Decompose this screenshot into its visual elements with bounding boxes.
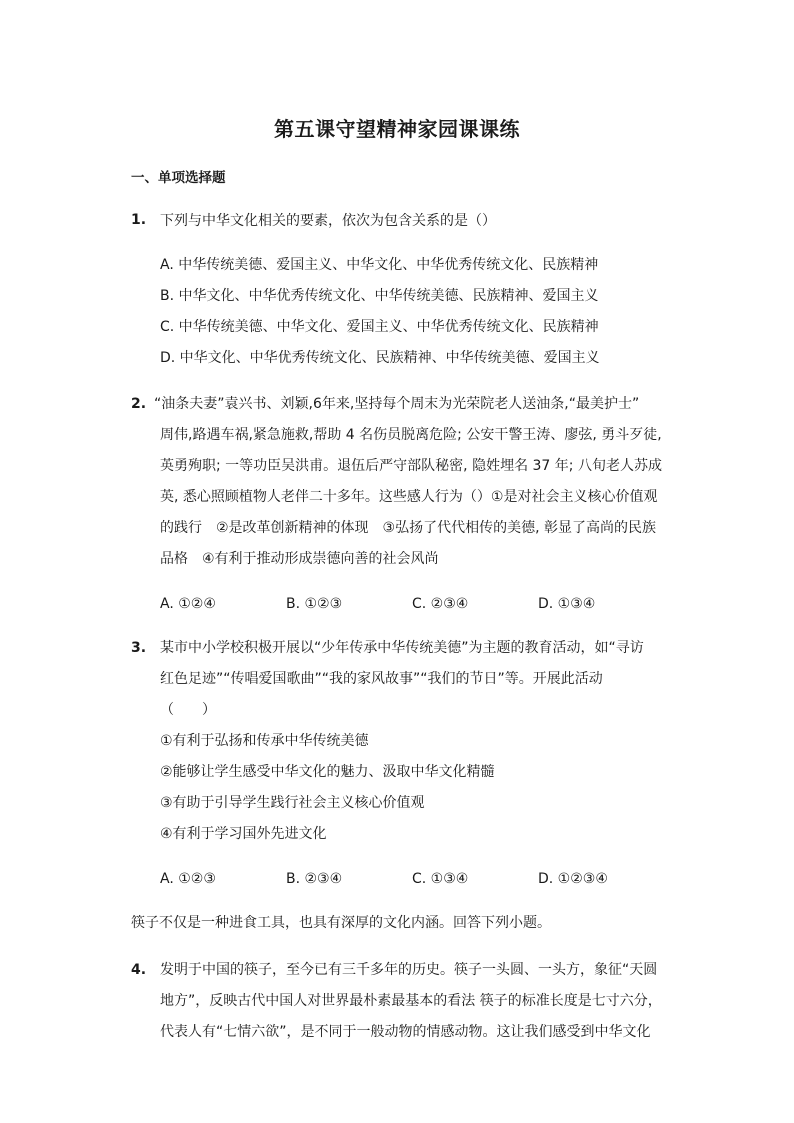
option-d[interactable]: D. 中华文化、中华优秀传统文化、民族精神、中华传统美德、爱国主义 <box>160 350 600 366</box>
option-b[interactable]: B. 中华文化、中华优秀传统文化、中华传统美德、民族精神、爱国主义 <box>160 288 599 304</box>
question-text-line: 某市中小学校积极开展以“少年传承中华传统美德”为主题的教育活动，如“寻访 <box>160 640 644 656</box>
question-text-line: “油条夫妻”袁兴书、刘颖,6年来,坚持每个周末为光荣院老人送油条,“最美护士” <box>154 396 640 412</box>
question-text-line: 地方”，反映古代中国人对世界最朴素最基本的看法 筷子的标准长度是七寸六分， <box>160 993 662 1009</box>
page-title: 第五课守望精神家园课课练 <box>274 117 520 141</box>
option-c[interactable]: C. ①③④ <box>412 871 469 887</box>
question-number: 4. <box>131 962 147 978</box>
option-c[interactable]: C. 中华传统美德、中华文化、爱国主义、中华优秀传统文化、民族精神 <box>160 319 599 335</box>
section-heading: 一、单项选择题 <box>131 170 226 186</box>
statement-3: ③有助于引导学生践行社会主义核心价值观 <box>160 795 425 811</box>
question-text-line: 红色足迹”“传唱爱国歌曲”“我的家风故事”“我们的节日”等。开展此活动 <box>160 671 603 687</box>
question-text-line: 代表人有“七情六欲”，是不同于一般动物的情感动物。这让我们感受到中华文化 <box>160 1024 651 1040</box>
option-b[interactable]: B. ①②③ <box>286 596 343 612</box>
question-text-line: 周伟,路遇车祸,紧急施救,帮助 4 名伤员脱离危险; 公安干警王涛、廖弦, 勇斗歹徒, <box>160 427 662 443</box>
answer-blank: （ ） <box>160 702 216 718</box>
option-a[interactable]: A. ①②③ <box>160 871 216 887</box>
question-stem: 下列与中华文化相关的要素，依次为包含关系的是（） <box>160 213 496 229</box>
question-number: 1. <box>131 212 147 228</box>
question-text-line: 英, 悉心照顾植物人老伴二十多年。这些感人行为（）①是对社会主义核心价值观 <box>160 489 658 505</box>
question-number: 3. <box>131 640 147 656</box>
group-intro: 筷子不仅是一种进食工具，也具有深厚的文化内涵。回答下列小题。 <box>131 915 551 931</box>
question-text-line: 发明于中国的筷子，至今已有三千多年的历史。筷子一头圆、一头方，象征“天圆 <box>160 962 658 978</box>
question-text-line: 品格 ④有利于推动形成崇德向善的社会风尚 <box>160 551 439 567</box>
option-d[interactable]: D. ①③④ <box>538 596 596 612</box>
statement-4: ④有利于学习国外先进文化 <box>160 826 327 842</box>
statement-1: ①有利于弘扬和传承中华传统美德 <box>160 733 369 749</box>
option-b[interactable]: B. ②③④ <box>286 871 343 887</box>
question-text-line: 的践行 ②是改革创新精神的体现 ③弘扬了代代相传的美德, 彰显了高尚的民族 <box>160 520 656 536</box>
option-c[interactable]: C. ②③④ <box>412 596 469 612</box>
question-number: 2. <box>131 396 147 412</box>
question-text-line: 英勇殉职; 一等功臣吴洪甫。退伍后严守部队秘密, 隐姓埋名 37 年; 八旬老人苏成 <box>160 458 662 474</box>
option-d[interactable]: D. ①②③④ <box>538 871 608 887</box>
option-a[interactable]: A. ①②④ <box>160 596 216 612</box>
option-a[interactable]: A. 中华传统美德、爱国主义、中华文化、中华优秀传统文化、民族精神 <box>160 257 599 273</box>
statement-2: ②能够让学生感受中华文化的魅力、汲取中华文化精髓 <box>160 764 495 780</box>
